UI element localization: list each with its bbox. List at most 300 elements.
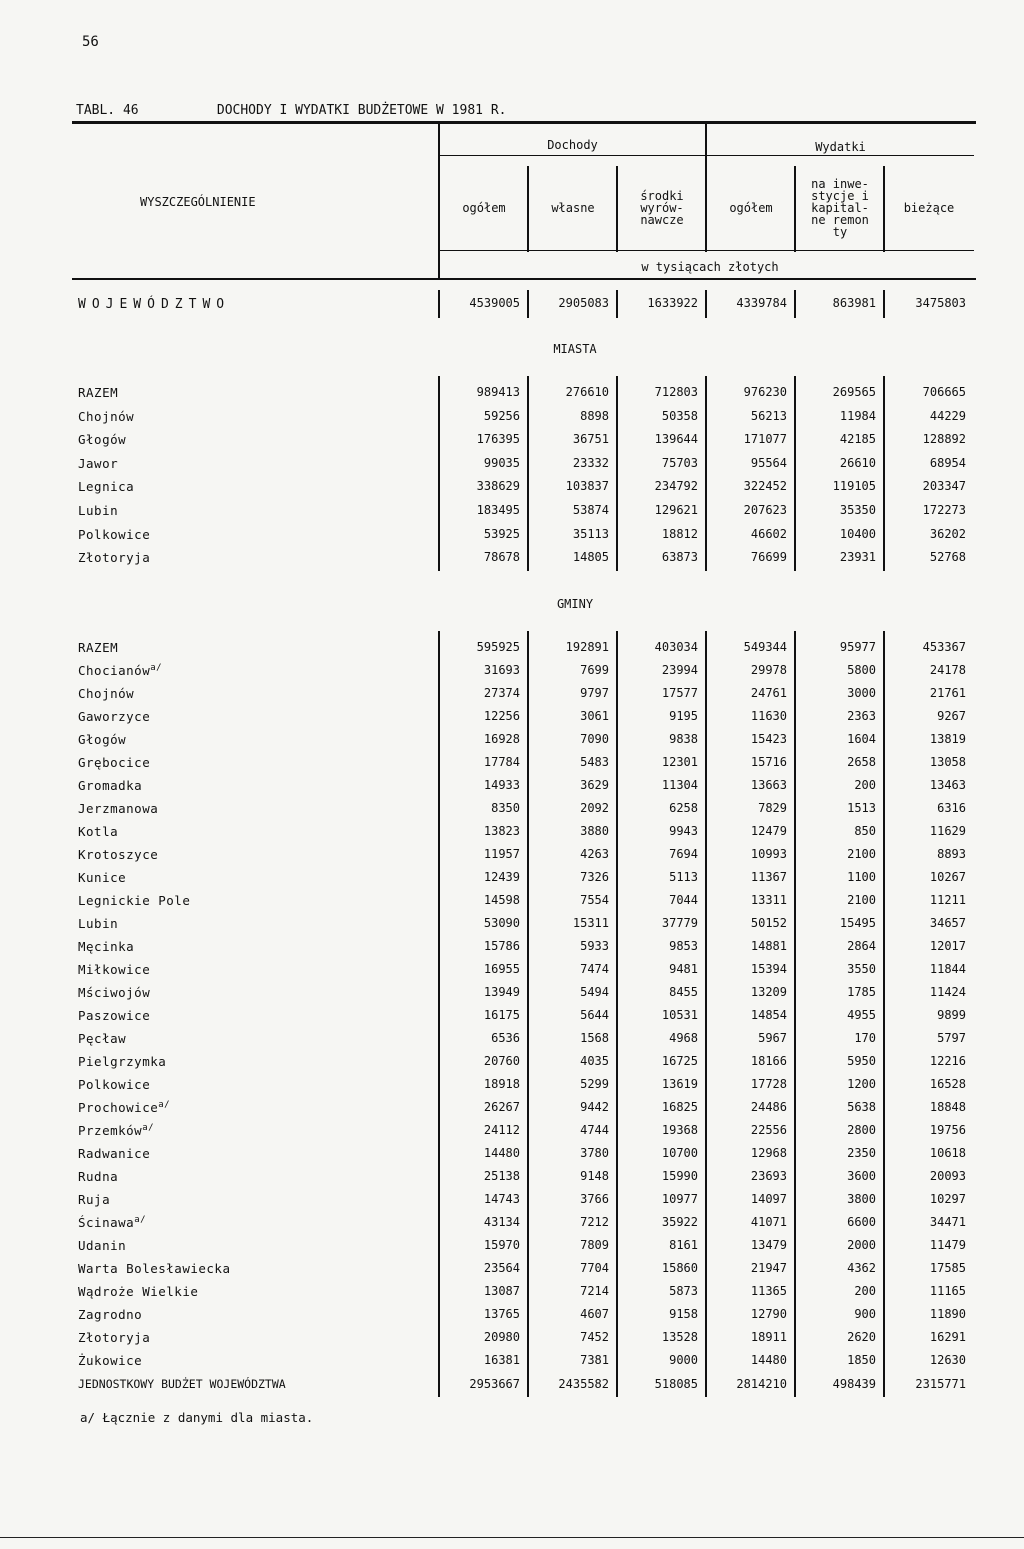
towns-name: Jawor	[78, 456, 119, 471]
communes-cell: 9148	[580, 1169, 609, 1183]
communes-cell: 20093	[929, 1169, 966, 1183]
communes-cell: 5950	[847, 1054, 876, 1068]
column-separator	[883, 376, 885, 571]
communes-cell: 2620	[847, 1330, 876, 1344]
communes-cell: 13463	[929, 778, 966, 792]
communes-cell: 6600	[847, 1215, 876, 1229]
communes-cell: 20760	[483, 1054, 520, 1068]
communes-cell: 10700	[661, 1146, 698, 1160]
communes-cell: 2800	[847, 1123, 876, 1137]
communes-cell: 4263	[580, 847, 609, 861]
communes-cell: 24112	[483, 1123, 520, 1137]
communes-cell: 16528	[929, 1077, 966, 1091]
communes-name: Grębocice	[78, 755, 151, 770]
towns-cell: 976230	[743, 385, 787, 399]
communes-cell: 9267	[937, 709, 966, 723]
communes-name: Złotoryja	[78, 1330, 151, 1345]
communes-cell: 5644	[580, 1008, 609, 1022]
communes-cell: 10977	[661, 1192, 698, 1206]
towns-cell: 35113	[572, 527, 609, 541]
communes-cell: 23693	[750, 1169, 787, 1183]
communes-cell: 21947	[750, 1261, 787, 1275]
communes-name: Kunice	[78, 870, 127, 885]
communes-name: Rudna	[78, 1169, 119, 1184]
communes-cell: 2658	[847, 755, 876, 769]
communes-cell: 11165	[929, 1284, 966, 1298]
communes-cell: 7044	[669, 893, 698, 907]
top-rule	[72, 121, 976, 124]
communes-cell: 26267	[483, 1100, 520, 1114]
communes-name: Żukowice	[78, 1353, 143, 1368]
towns-cell: 53874	[572, 503, 609, 517]
towns-cell: 234792	[654, 479, 698, 493]
towns-cell: 23332	[572, 456, 609, 470]
communes-name: Męcinka	[78, 939, 135, 954]
communes-cell: 34657	[929, 916, 966, 930]
communes-cell: 7694	[669, 847, 698, 861]
communes-cell: 1513	[847, 801, 876, 815]
communes-cell: 13619	[661, 1077, 698, 1091]
towns-cell: 68954	[929, 456, 966, 470]
communes-cell: 7212	[580, 1215, 609, 1229]
stub-header: WYSZCZEGÓLNIENIE	[140, 195, 256, 209]
communes-cell: 34471	[929, 1215, 966, 1229]
towns-cell: 56213	[750, 409, 787, 423]
towns-cell: 103837	[565, 479, 609, 493]
towns-cell: 989413	[476, 385, 520, 399]
communes-name: Głogów	[78, 732, 127, 747]
communes-cell: 549344	[743, 640, 787, 654]
towns-cell: 176395	[476, 432, 520, 446]
communes-name: Krotoszyce	[78, 847, 159, 862]
communes-name: Paszowice	[78, 1008, 151, 1023]
column-separator	[705, 376, 707, 571]
communes-cell: 5873	[669, 1284, 698, 1298]
communes-cell: 15394	[750, 962, 787, 976]
communes-cell: 7809	[580, 1238, 609, 1252]
communes-cell: 18848	[929, 1100, 966, 1114]
communes-cell: 200	[854, 778, 876, 792]
voivodeship-cell: 863981	[832, 296, 876, 310]
communes-cell: 15495	[839, 916, 876, 930]
communes-cell: 3766	[580, 1192, 609, 1206]
communes-cell: 12479	[750, 824, 787, 838]
voivodeship-cell: 1633922	[647, 296, 698, 310]
communes-cell: 15990	[661, 1169, 698, 1183]
towns-cell: 203347	[922, 479, 966, 493]
column-separator	[527, 376, 529, 571]
towns-cell: 128892	[922, 432, 966, 446]
column-header-line: na inwe-	[811, 177, 869, 191]
column-header-3	[618, 190, 706, 226]
communes-cell: 11304	[661, 778, 698, 792]
communes-cell: 11424	[929, 985, 966, 999]
regional-budget-cell: 2435582	[558, 1377, 609, 1391]
communes-name: Ścinawa$^{a/}$	[78, 1215, 147, 1231]
communes-cell: 5113	[669, 870, 698, 884]
communes-cell: 2350	[847, 1146, 876, 1160]
column-header-line: ty	[832, 225, 848, 239]
communes-cell: 13663	[750, 778, 787, 792]
communes-cell: 4607	[580, 1307, 609, 1321]
towns-cell: 44229	[929, 409, 966, 423]
column-separator	[438, 376, 440, 571]
communes-cell: 23564	[483, 1261, 520, 1275]
communes-name: Prochowice$^{a/}$	[78, 1100, 171, 1116]
communes-cell: 8350	[491, 801, 520, 815]
expense-group-header: Wydatki	[815, 140, 866, 154]
column-header-line: kapital-	[811, 201, 869, 215]
footnote-mark: a/	[158, 1100, 171, 1110]
communes-name: Zagrodno	[78, 1307, 143, 1322]
communes-cell: 5299	[580, 1077, 609, 1091]
communes-cell: 15786	[483, 939, 520, 953]
communes-cell: 13311	[750, 893, 787, 907]
communes-name: Legnickie Pole	[78, 893, 191, 908]
towns-cell: 78678	[483, 550, 520, 564]
towns-cell: 338629	[476, 479, 520, 493]
voivodeship-cell: 4539005	[469, 296, 520, 310]
towns-cell: 75703	[661, 456, 698, 470]
communes-name: Polkowice	[78, 1077, 151, 1092]
communes-cell: 14933	[483, 778, 520, 792]
towns-cell: 10400	[839, 527, 876, 541]
communes-cell: 2100	[847, 893, 876, 907]
unit-rule-top	[440, 250, 974, 251]
communes-cell: 3550	[847, 962, 876, 976]
communes-cell: 53090	[483, 916, 520, 930]
towns-cell: 207623	[743, 503, 787, 517]
towns-cell: 172273	[922, 503, 966, 517]
communes-cell: 5800	[847, 663, 876, 677]
communes-cell: 13058	[929, 755, 966, 769]
communes-name: Pielgrzymka	[78, 1054, 167, 1069]
communes-cell: 8893	[937, 847, 966, 861]
communes-cell: 3061	[580, 709, 609, 723]
communes-cell: 16955	[483, 962, 520, 976]
communes-name: Mściwojów	[78, 985, 151, 1000]
group-rule	[440, 155, 974, 156]
communes-cell: 17728	[750, 1077, 787, 1091]
communes-name: RAZEM	[78, 640, 119, 655]
communes-cell: 24178	[929, 663, 966, 677]
communes-cell: 13209	[750, 985, 787, 999]
communes-cell: 4362	[847, 1261, 876, 1275]
communes-cell: 453367	[922, 640, 966, 654]
communes-cell: 3780	[580, 1146, 609, 1160]
communes-cell: 1200	[847, 1077, 876, 1091]
communes-name: Kotla	[78, 824, 119, 839]
communes-cell: 13528	[661, 1330, 698, 1344]
towns-cell: 129621	[654, 503, 698, 517]
communes-cell: 2000	[847, 1238, 876, 1252]
communes-cell: 7452	[580, 1330, 609, 1344]
voivodeship-cell: 3475803	[915, 296, 966, 310]
communes-cell: 9195	[669, 709, 698, 723]
towns-cell: 18812	[661, 527, 698, 541]
communes-name: Jerzmanowa	[78, 801, 159, 816]
regional-budget-label: JEDNOSTKOWY BUDŻET WOJEWÓDZTWA	[78, 1377, 286, 1391]
column-header-line: ne remon	[811, 213, 869, 227]
communes-cell: 14598	[483, 893, 520, 907]
communes-cell: 3880	[580, 824, 609, 838]
communes-cell: 1568	[580, 1031, 609, 1045]
towns-cell: 35350	[839, 503, 876, 517]
communes-cell: 16928	[483, 732, 520, 746]
column-header-line: bieżące	[903, 201, 955, 215]
communes-cell: 12017	[929, 939, 966, 953]
communes-cell: 23994	[661, 663, 698, 677]
communes-cell: 6316	[937, 801, 966, 815]
communes-cell: 13765	[483, 1307, 520, 1321]
column-header-2	[529, 202, 617, 214]
communes-cell: 7090	[580, 732, 609, 746]
towns-heading: MIASTA	[553, 342, 597, 356]
communes-cell: 5494	[580, 985, 609, 999]
communes-cell: 13479	[750, 1238, 787, 1252]
communes-name: Udanin	[78, 1238, 127, 1253]
communes-cell: 900	[854, 1307, 876, 1321]
communes-cell: 15970	[483, 1238, 520, 1252]
communes-name: Radwanice	[78, 1146, 151, 1161]
towns-cell: 76699	[750, 550, 787, 564]
communes-cell: 14480	[750, 1353, 787, 1367]
communes-cell: 24486	[750, 1100, 787, 1114]
towns-cell: 119105	[832, 479, 876, 493]
communes-cell: 850	[854, 824, 876, 838]
towns-cell: 52768	[929, 550, 966, 564]
communes-name: Pęcław	[78, 1031, 127, 1046]
towns-cell: 712803	[654, 385, 698, 399]
column-header-6	[885, 202, 973, 214]
communes-heading: GMINY	[556, 597, 594, 611]
communes-name: Warta Bolesławiecka	[78, 1261, 231, 1276]
communes-cell: 12216	[929, 1054, 966, 1068]
header-bottom-rule	[72, 278, 976, 280]
page-number: 56	[82, 34, 99, 50]
communes-cell: 12790	[750, 1307, 787, 1321]
communes-cell: 9442	[580, 1100, 609, 1114]
towns-name: Złotoryja	[78, 550, 151, 565]
communes-cell: 24761	[750, 686, 787, 700]
towns-cell: 183495	[476, 503, 520, 517]
communes-cell: 16725	[661, 1054, 698, 1068]
communes-cell: 7381	[580, 1353, 609, 1367]
communes-cell: 31693	[483, 663, 520, 677]
communes-cell: 43134	[483, 1215, 520, 1229]
communes-cell: 12968	[750, 1146, 787, 1160]
communes-cell: 11629	[929, 824, 966, 838]
communes-cell: 2092	[580, 801, 609, 815]
communes-cell: 10993	[750, 847, 787, 861]
communes-cell: 18166	[750, 1054, 787, 1068]
towns-cell: 42185	[839, 432, 876, 446]
voivodeship-cell: 4339784	[736, 296, 787, 310]
communes-cell: 1785	[847, 985, 876, 999]
communes-cell: 7829	[758, 801, 787, 815]
communes-cell: 13823	[483, 824, 520, 838]
communes-cell: 3600	[847, 1169, 876, 1183]
communes-cell: 21761	[929, 686, 966, 700]
communes-name: Gaworzyce	[78, 709, 151, 724]
communes-cell: 1850	[847, 1353, 876, 1367]
towns-cell: 269565	[832, 385, 876, 399]
communes-cell: 13087	[483, 1284, 520, 1298]
communes-cell: 5967	[758, 1031, 787, 1045]
communes-cell: 3629	[580, 778, 609, 792]
communes-cell: 9000	[669, 1353, 698, 1367]
column-header-4	[707, 202, 795, 214]
towns-cell: 139644	[654, 432, 698, 446]
regional-budget-cell: 2814210	[736, 1377, 787, 1391]
communes-cell: 5933	[580, 939, 609, 953]
column-header-line: ogółem	[462, 201, 506, 215]
communes-cell: 4744	[580, 1123, 609, 1137]
communes-cell: 5638	[847, 1100, 876, 1114]
footnote-mark: a/	[142, 1123, 155, 1133]
bottom-rule	[0, 1537, 1024, 1538]
communes-cell: 11957	[483, 847, 520, 861]
towns-name: Chojnów	[78, 409, 135, 424]
towns-cell: 95564	[750, 456, 787, 470]
column-header-line: nawcze	[640, 213, 684, 227]
communes-cell: 22556	[750, 1123, 787, 1137]
communes-cell: 14743	[483, 1192, 520, 1206]
towns-cell: 23931	[839, 550, 876, 564]
column-header-line: wyrów-	[640, 201, 684, 215]
communes-cell: 14854	[750, 1008, 787, 1022]
communes-cell: 15311	[572, 916, 609, 930]
communes-cell: 13949	[483, 985, 520, 999]
communes-cell: 11844	[929, 962, 966, 976]
column-header-5	[796, 178, 884, 238]
communes-cell: 8455	[669, 985, 698, 999]
communes-name: Chocianów$^{a/}$	[78, 663, 163, 679]
communes-cell: 19756	[929, 1123, 966, 1137]
communes-cell: 50152	[750, 916, 787, 930]
communes-name: Ruja	[78, 1192, 111, 1207]
towns-cell: 36751	[572, 432, 609, 446]
communes-cell: 9838	[669, 732, 698, 746]
column-separator	[794, 376, 796, 571]
communes-cell: 170	[854, 1031, 876, 1045]
column-header-line: ogółem	[729, 201, 773, 215]
communes-name: Chojnów	[78, 686, 135, 701]
communes-name: Lubin	[78, 916, 119, 931]
communes-cell: 11890	[929, 1307, 966, 1321]
regional-budget-cell: 2315771	[915, 1377, 966, 1391]
regional-budget-cell: 518085	[654, 1377, 698, 1391]
communes-cell: 17585	[929, 1261, 966, 1275]
communes-cell: 95977	[839, 640, 876, 654]
communes-cell: 7699	[580, 663, 609, 677]
communes-cell: 16381	[483, 1353, 520, 1367]
towns-name: Polkowice	[78, 527, 151, 542]
communes-cell: 12630	[929, 1353, 966, 1367]
communes-cell: 2100	[847, 847, 876, 861]
communes-cell: 7326	[580, 870, 609, 884]
towns-cell: 14805	[572, 550, 609, 564]
communes-cell: 11367	[750, 870, 787, 884]
communes-cell: 17784	[483, 755, 520, 769]
communes-cell: 595925	[476, 640, 520, 654]
communes-cell: 12439	[483, 870, 520, 884]
column-header-line: stycje i	[811, 189, 869, 203]
communes-cell: 4035	[580, 1054, 609, 1068]
communes-cell: 3000	[847, 686, 876, 700]
communes-name: Miłkowice	[78, 962, 151, 977]
towns-cell: 46602	[750, 527, 787, 541]
towns-cell: 26610	[839, 456, 876, 470]
communes-cell: 192891	[565, 640, 609, 654]
footnote: a/ Łącznie z danymi dla miasta.	[80, 1410, 314, 1425]
communes-cell: 1100	[847, 870, 876, 884]
communes-cell: 16825	[661, 1100, 698, 1114]
communes-cell: 16291	[929, 1330, 966, 1344]
communes-cell: 29978	[750, 663, 787, 677]
communes-cell: 10267	[929, 870, 966, 884]
communes-cell: 5483	[580, 755, 609, 769]
communes-cell: 10618	[929, 1146, 966, 1160]
communes-cell: 2363	[847, 709, 876, 723]
communes-cell: 10531	[661, 1008, 698, 1022]
towns-cell: 322452	[743, 479, 787, 493]
column-header-line: środki	[640, 189, 684, 203]
communes-name: Wądroże Wielkie	[78, 1284, 199, 1299]
communes-cell: 11211	[929, 893, 966, 907]
regional-budget-cell: 2953667	[469, 1377, 520, 1391]
towns-name: Głogów	[78, 432, 127, 447]
communes-cell: 1604	[847, 732, 876, 746]
towns-cell: 63873	[661, 550, 698, 564]
towns-name: RAZEM	[78, 385, 119, 400]
towns-name: Lubin	[78, 503, 119, 518]
communes-cell: 200	[854, 1284, 876, 1298]
communes-cell: 9899	[937, 1008, 966, 1022]
column-separator	[616, 376, 618, 571]
communes-cell: 14881	[750, 939, 787, 953]
communes-cell: 20980	[483, 1330, 520, 1344]
communes-cell: 2864	[847, 939, 876, 953]
towns-cell: 171077	[743, 432, 787, 446]
income-group-header: Dochody	[547, 138, 598, 152]
unit-label: w tysiącach złotych	[641, 260, 779, 274]
communes-cell: 9797	[580, 686, 609, 700]
communes-cell: 18918	[483, 1077, 520, 1091]
communes-cell: 9158	[669, 1307, 698, 1321]
communes-cell: 12301	[661, 755, 698, 769]
communes-cell: 37779	[661, 916, 698, 930]
communes-cell: 15860	[661, 1261, 698, 1275]
communes-cell: 7474	[580, 962, 609, 976]
communes-cell: 6536	[491, 1031, 520, 1045]
towns-cell: 99035	[483, 456, 520, 470]
communes-cell: 19368	[661, 1123, 698, 1137]
communes-cell: 4955	[847, 1008, 876, 1022]
communes-cell: 8161	[669, 1238, 698, 1252]
communes-name: Przemków$^{a/}$	[78, 1123, 155, 1139]
communes-cell: 16175	[483, 1008, 520, 1022]
column-header-1	[440, 202, 528, 214]
communes-cell: 14097	[750, 1192, 787, 1206]
communes-cell: 15716	[750, 755, 787, 769]
regional-budget-cell: 498439	[832, 1377, 876, 1391]
towns-cell: 11984	[839, 409, 876, 423]
footnote-mark: a/	[134, 1215, 147, 1225]
communes-cell: 11479	[929, 1238, 966, 1252]
communes-cell: 9481	[669, 962, 698, 976]
communes-cell: 25138	[483, 1169, 520, 1183]
